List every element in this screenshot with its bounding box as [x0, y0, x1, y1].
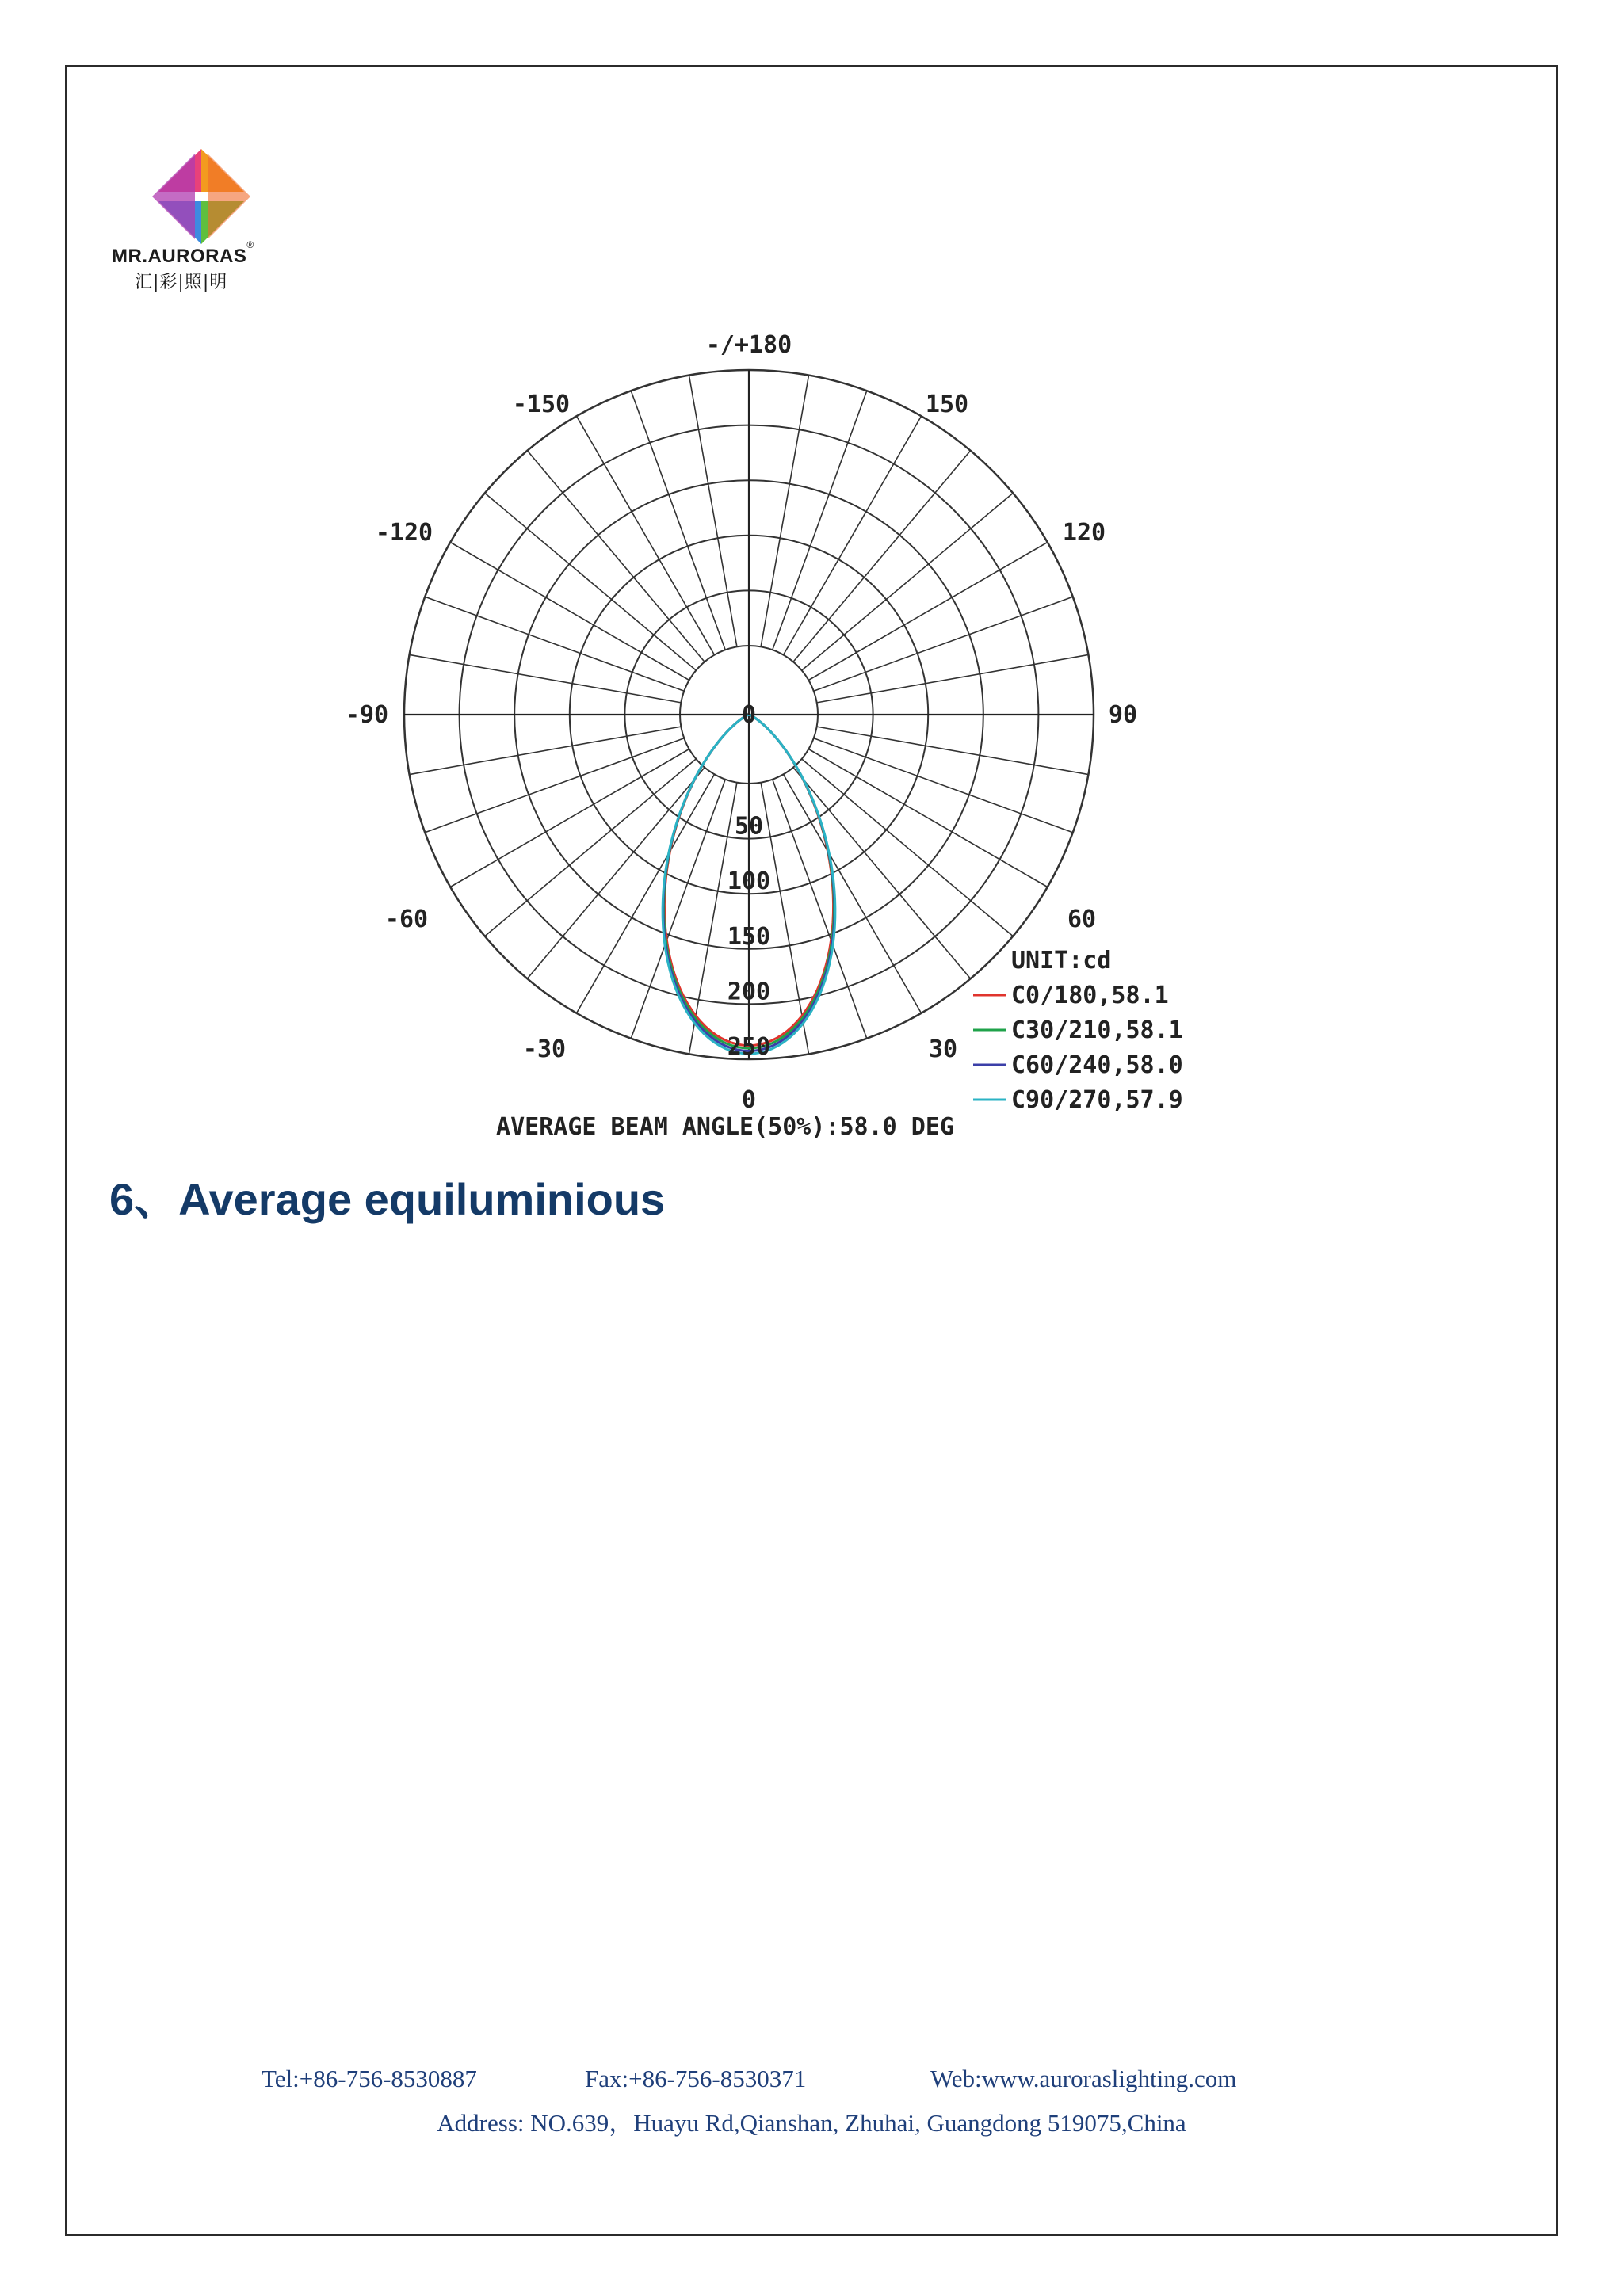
- grid-spoke: [425, 738, 684, 833]
- angle-label--60: -60: [384, 906, 429, 933]
- logo-brand-name: [112, 239, 254, 268]
- grid-spoke: [814, 597, 1073, 691]
- angle-label-0: 0: [741, 1086, 757, 1114]
- grid-spoke: [631, 391, 725, 650]
- angle-label-90: 90: [1108, 701, 1138, 729]
- brand-text: MR.AURORAS: [112, 246, 247, 267]
- grid-spoke: [527, 451, 705, 662]
- radial-label-50: 50: [734, 812, 764, 841]
- grid-spoke: [802, 493, 1014, 670]
- grid-spoke: [773, 391, 867, 650]
- grid-spoke: [793, 768, 971, 979]
- legend-label: C60/240,58.0: [1011, 1051, 1183, 1079]
- angle-label-120: 120: [1062, 519, 1106, 547]
- angle-label--/+180: -/+180: [705, 331, 792, 359]
- radial-label-0: 0: [741, 701, 757, 729]
- radial-label-150: 150: [727, 922, 771, 951]
- section-heading: 6、Average equiluminious: [109, 1174, 666, 1224]
- grid-spoke: [410, 654, 682, 702]
- grid-spoke: [817, 654, 1089, 702]
- radial-label-100: 100: [727, 868, 771, 896]
- legend-label: C30/210,58.1: [1011, 1016, 1183, 1044]
- chart-legend: [973, 947, 1183, 1114]
- angle-label--30: -30: [522, 1035, 567, 1063]
- legend-label: C90/270,57.9: [1011, 1086, 1183, 1114]
- footer-tel: Tel:+86-756-8530887: [262, 2065, 477, 2092]
- grid-spoke: [410, 727, 682, 774]
- footer-contact-line: [0, 2065, 1623, 2096]
- angle-label-150: 150: [925, 391, 969, 418]
- angle-label--90: -90: [345, 701, 389, 729]
- legend-label: C0/180,58.1: [1011, 982, 1169, 1009]
- grid-spoke: [689, 376, 736, 647]
- grid-spoke: [689, 783, 736, 1055]
- company-logo: [109, 147, 315, 298]
- registered-mark: ®: [246, 239, 254, 250]
- footer-address: Address: NO.639，Huayu Rd,Qianshan, Zhuhai, Guangdong 519075,China: [437, 2109, 1186, 2137]
- grid-spoke: [793, 451, 971, 662]
- grid-spoke: [485, 493, 697, 670]
- legend-unit: UNIT:cd: [1011, 947, 1112, 974]
- footer-web: Web:www.auroraslighting.com: [930, 2065, 1237, 2092]
- polar-intensity-chart: [333, 325, 1205, 1149]
- grid-spoke: [761, 783, 808, 1055]
- radial-label-200: 200: [727, 978, 771, 1006]
- footer-fax: Fax:+86-756-8530371: [585, 2065, 807, 2092]
- grid-spoke: [425, 597, 684, 691]
- angle-label--150: -150: [512, 391, 571, 418]
- angle-label-60: 60: [1067, 906, 1097, 933]
- angle-label--120: -120: [375, 519, 433, 547]
- logo-mark-icon: [152, 147, 250, 246]
- beam-angle-caption: AVERAGE BEAM ANGLE(50%):58.0 DEG: [496, 1113, 954, 1141]
- grid-spoke: [761, 376, 808, 647]
- grid-spoke: [817, 727, 1089, 774]
- angle-label-30: 30: [928, 1035, 958, 1063]
- grid-spoke: [527, 768, 705, 979]
- grid-spoke: [814, 738, 1073, 833]
- radial-label-250: 250: [727, 1033, 771, 1061]
- logo-tagline: 汇|彩|照|明: [135, 273, 228, 292]
